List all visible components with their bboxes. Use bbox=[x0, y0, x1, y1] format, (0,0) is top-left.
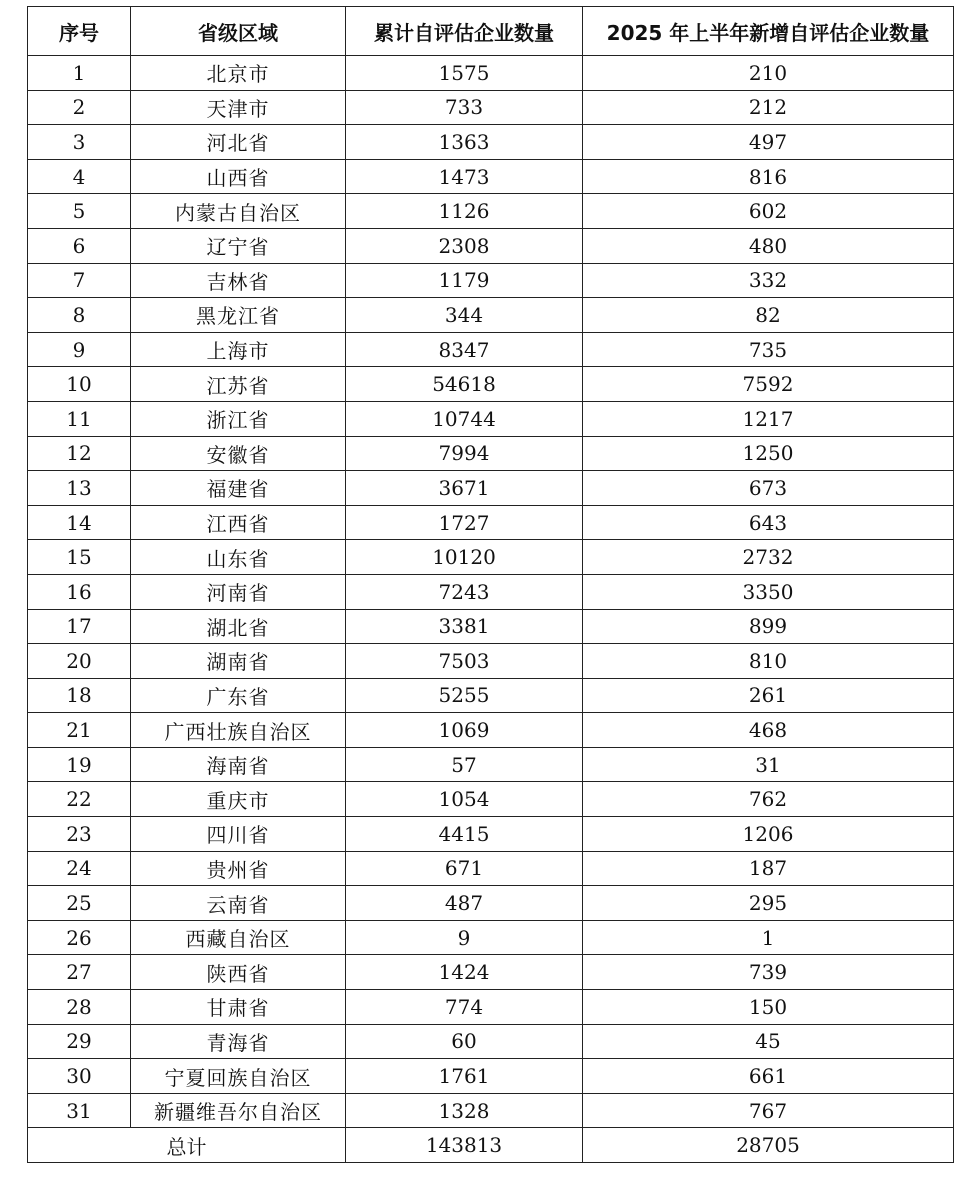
row-new-count: 1206 bbox=[583, 817, 954, 852]
row-new-count: 295 bbox=[583, 886, 954, 921]
table-row bbox=[28, 782, 954, 817]
row-province: 四川省 bbox=[131, 817, 346, 852]
row-new-count: 1 bbox=[583, 920, 954, 955]
row-index: 18 bbox=[28, 678, 131, 713]
row-new-count: 643 bbox=[583, 505, 954, 540]
row-province: 江苏省 bbox=[131, 367, 346, 402]
row-new-count: 816 bbox=[583, 159, 954, 194]
total-cumulative: 143813 bbox=[346, 1128, 583, 1163]
row-new-count: 210 bbox=[583, 56, 954, 91]
row-new-count: 480 bbox=[583, 228, 954, 263]
row-new-count: 82 bbox=[583, 298, 954, 333]
row-province: 海南省 bbox=[131, 747, 346, 782]
row-cumulative: 1363 bbox=[346, 125, 583, 160]
row-cumulative: 8347 bbox=[346, 332, 583, 367]
table-row bbox=[28, 990, 954, 1025]
row-index: 7 bbox=[28, 263, 131, 298]
row-index: 17 bbox=[28, 609, 131, 644]
row-index: 1 bbox=[28, 56, 131, 91]
table-row bbox=[28, 574, 954, 609]
table-row bbox=[28, 332, 954, 367]
row-cumulative: 1575 bbox=[346, 56, 583, 91]
row-cumulative: 3381 bbox=[346, 609, 583, 644]
row-new-count: 762 bbox=[583, 782, 954, 817]
row-new-count: 1217 bbox=[583, 401, 954, 436]
row-index: 21 bbox=[28, 713, 131, 748]
row-new-count: 673 bbox=[583, 471, 954, 506]
row-cumulative: 9 bbox=[346, 920, 583, 955]
row-province: 陕西省 bbox=[131, 955, 346, 990]
table-row bbox=[28, 401, 954, 436]
row-new-count: 767 bbox=[583, 1093, 954, 1128]
row-new-count: 150 bbox=[583, 990, 954, 1025]
row-new-count: 187 bbox=[583, 851, 954, 886]
row-province: 新疆维吾尔自治区 bbox=[131, 1093, 346, 1128]
table-row bbox=[28, 817, 954, 852]
row-cumulative: 344 bbox=[346, 298, 583, 333]
row-index: 22 bbox=[28, 782, 131, 817]
table-body bbox=[28, 56, 954, 1128]
row-cumulative: 57 bbox=[346, 747, 583, 782]
table-row bbox=[28, 56, 954, 91]
row-province: 甘肃省 bbox=[131, 990, 346, 1025]
row-index: 28 bbox=[28, 990, 131, 1025]
row-province: 贵州省 bbox=[131, 851, 346, 886]
table-row bbox=[28, 159, 954, 194]
row-index: 27 bbox=[28, 955, 131, 990]
row-cumulative: 10744 bbox=[346, 401, 583, 436]
row-new-count: 497 bbox=[583, 125, 954, 160]
row-index: 5 bbox=[28, 194, 131, 229]
row-cumulative: 1761 bbox=[346, 1059, 583, 1094]
header-province: 省级区域 bbox=[131, 7, 346, 56]
row-cumulative: 7243 bbox=[346, 574, 583, 609]
row-province: 湖南省 bbox=[131, 644, 346, 679]
row-province: 重庆市 bbox=[131, 782, 346, 817]
table-row bbox=[28, 263, 954, 298]
row-province: 西藏自治区 bbox=[131, 920, 346, 955]
table-row bbox=[28, 505, 954, 540]
table-row bbox=[28, 367, 954, 402]
table-row bbox=[28, 920, 954, 955]
row-cumulative: 10120 bbox=[346, 540, 583, 575]
row-new-count: 7592 bbox=[583, 367, 954, 402]
row-province: 安徽省 bbox=[131, 436, 346, 471]
row-cumulative: 7994 bbox=[346, 436, 583, 471]
row-cumulative: 4415 bbox=[346, 817, 583, 852]
row-new-count: 332 bbox=[583, 263, 954, 298]
total-row bbox=[28, 1128, 954, 1163]
table-row bbox=[28, 436, 954, 471]
row-new-count: 468 bbox=[583, 713, 954, 748]
row-index: 13 bbox=[28, 471, 131, 506]
row-province: 上海市 bbox=[131, 332, 346, 367]
row-cumulative: 671 bbox=[346, 851, 583, 886]
row-new-count: 602 bbox=[583, 194, 954, 229]
row-index: 3 bbox=[28, 125, 131, 160]
row-index: 24 bbox=[28, 851, 131, 886]
row-province: 内蒙古自治区 bbox=[131, 194, 346, 229]
row-index: 9 bbox=[28, 332, 131, 367]
row-cumulative: 774 bbox=[346, 990, 583, 1025]
row-province: 辽宁省 bbox=[131, 228, 346, 263]
row-province: 河南省 bbox=[131, 574, 346, 609]
row-cumulative: 1179 bbox=[346, 263, 583, 298]
row-index: 30 bbox=[28, 1059, 131, 1094]
total-label: 总计 bbox=[28, 1128, 346, 1163]
table-row bbox=[28, 471, 954, 506]
row-index: 15 bbox=[28, 540, 131, 575]
table-row bbox=[28, 713, 954, 748]
row-index: 20 bbox=[28, 644, 131, 679]
row-index: 12 bbox=[28, 436, 131, 471]
row-cumulative: 487 bbox=[346, 886, 583, 921]
table-row bbox=[28, 1059, 954, 1094]
row-index: 10 bbox=[28, 367, 131, 402]
row-province: 青海省 bbox=[131, 1024, 346, 1059]
row-cumulative: 60 bbox=[346, 1024, 583, 1059]
row-index: 31 bbox=[28, 1093, 131, 1128]
row-cumulative: 1069 bbox=[346, 713, 583, 748]
row-index: 25 bbox=[28, 886, 131, 921]
row-cumulative: 7503 bbox=[346, 644, 583, 679]
row-new-count: 661 bbox=[583, 1059, 954, 1094]
header-index: 序号 bbox=[28, 7, 131, 56]
row-province: 吉林省 bbox=[131, 263, 346, 298]
row-index: 14 bbox=[28, 505, 131, 540]
row-province: 云南省 bbox=[131, 886, 346, 921]
row-province: 湖北省 bbox=[131, 609, 346, 644]
row-index: 6 bbox=[28, 228, 131, 263]
row-new-count: 735 bbox=[583, 332, 954, 367]
table-row bbox=[28, 851, 954, 886]
row-cumulative: 1727 bbox=[346, 505, 583, 540]
row-cumulative: 1424 bbox=[346, 955, 583, 990]
row-new-count: 739 bbox=[583, 955, 954, 990]
row-province: 北京市 bbox=[131, 56, 346, 91]
row-new-count: 3350 bbox=[583, 574, 954, 609]
table-row bbox=[28, 540, 954, 575]
row-province: 浙江省 bbox=[131, 401, 346, 436]
row-new-count: 212 bbox=[583, 90, 954, 125]
row-new-count: 899 bbox=[583, 609, 954, 644]
row-index: 4 bbox=[28, 159, 131, 194]
row-cumulative: 5255 bbox=[346, 678, 583, 713]
row-index: 26 bbox=[28, 920, 131, 955]
row-province: 山西省 bbox=[131, 159, 346, 194]
row-cumulative: 54618 bbox=[346, 367, 583, 402]
table-row bbox=[28, 678, 954, 713]
row-new-count: 810 bbox=[583, 644, 954, 679]
table-row bbox=[28, 609, 954, 644]
table-row bbox=[28, 194, 954, 229]
row-new-count: 1250 bbox=[583, 436, 954, 471]
table-row bbox=[28, 298, 954, 333]
table-row bbox=[28, 228, 954, 263]
row-province: 河北省 bbox=[131, 125, 346, 160]
table-row bbox=[28, 90, 954, 125]
row-cumulative: 1126 bbox=[346, 194, 583, 229]
row-cumulative: 1054 bbox=[346, 782, 583, 817]
row-province: 广东省 bbox=[131, 678, 346, 713]
table-row bbox=[28, 1024, 954, 1059]
table-row bbox=[28, 747, 954, 782]
total-new-count: 28705 bbox=[583, 1128, 954, 1163]
row-province: 江西省 bbox=[131, 505, 346, 540]
table-row bbox=[28, 125, 954, 160]
row-province: 山东省 bbox=[131, 540, 346, 575]
row-cumulative: 1328 bbox=[346, 1093, 583, 1128]
row-index: 8 bbox=[28, 298, 131, 333]
row-new-count: 261 bbox=[583, 678, 954, 713]
row-province: 黑龙江省 bbox=[131, 298, 346, 333]
row-cumulative: 733 bbox=[346, 90, 583, 125]
row-index: 23 bbox=[28, 817, 131, 852]
header-new-count-h1-2025: 2025 年上半年新增自评估企业数量 bbox=[583, 7, 954, 56]
row-cumulative: 3671 bbox=[346, 471, 583, 506]
enterprise-self-assessment-table bbox=[27, 6, 954, 1163]
row-new-count: 2732 bbox=[583, 540, 954, 575]
table-row bbox=[28, 1093, 954, 1128]
row-cumulative: 2308 bbox=[346, 228, 583, 263]
row-index: 29 bbox=[28, 1024, 131, 1059]
row-new-count: 45 bbox=[583, 1024, 954, 1059]
table-header-row bbox=[28, 7, 954, 56]
row-province: 天津市 bbox=[131, 90, 346, 125]
table-row bbox=[28, 644, 954, 679]
header-cumulative-count: 累计自评估企业数量 bbox=[346, 7, 583, 56]
table-row bbox=[28, 955, 954, 990]
row-province: 福建省 bbox=[131, 471, 346, 506]
table-row bbox=[28, 886, 954, 921]
row-index: 11 bbox=[28, 401, 131, 436]
row-province: 广西壮族自治区 bbox=[131, 713, 346, 748]
row-cumulative: 1473 bbox=[346, 159, 583, 194]
row-new-count: 31 bbox=[583, 747, 954, 782]
row-index: 19 bbox=[28, 747, 131, 782]
row-index: 16 bbox=[28, 574, 131, 609]
row-index: 2 bbox=[28, 90, 131, 125]
row-province: 宁夏回族自治区 bbox=[131, 1059, 346, 1094]
